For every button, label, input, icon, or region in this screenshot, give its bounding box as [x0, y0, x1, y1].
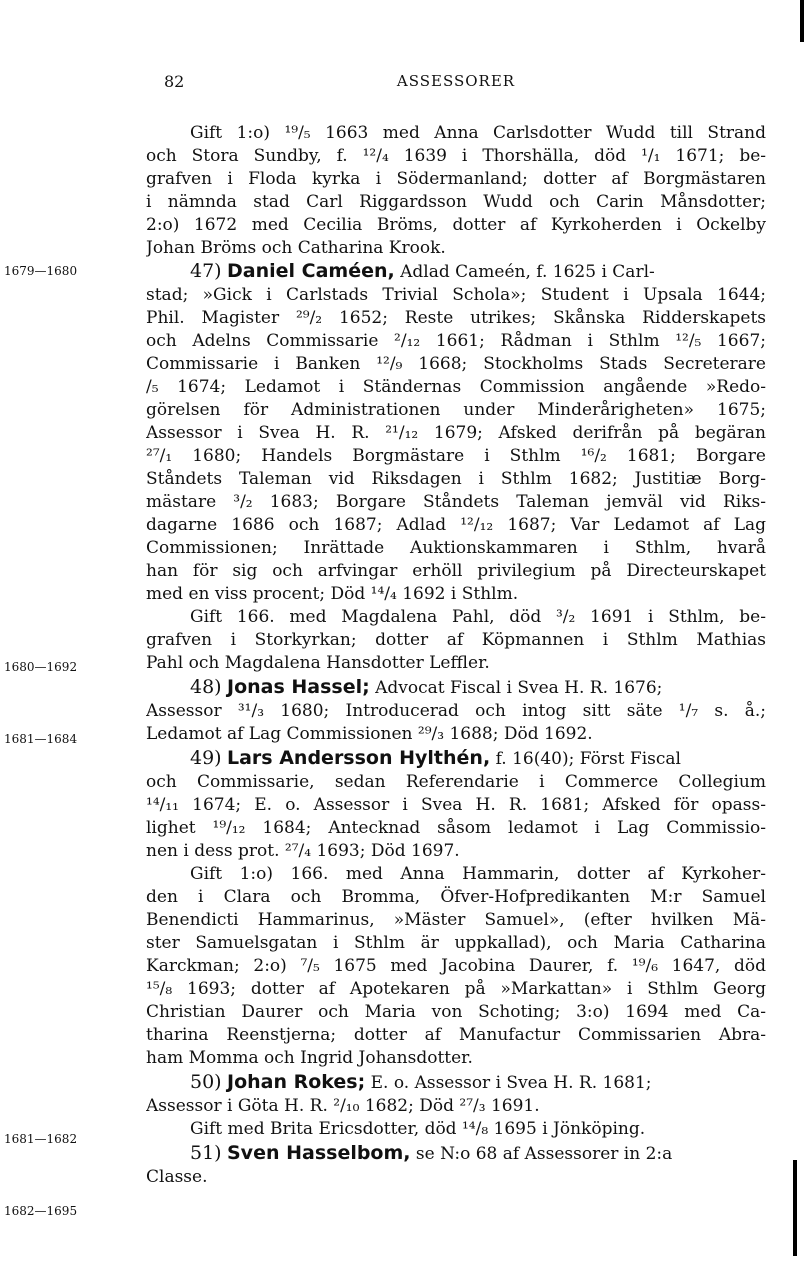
text-line: Commissarie i Banken ¹²/₉ 1668; Stockholms Stads Secreterare	[146, 354, 766, 374]
entry-name: Lars Andersson Hylthén,	[227, 747, 491, 769]
text-line: och Adelns Commissarie ²/₁₂ 1661; Rådman i Sthlm ¹²/₅ 1667;	[146, 331, 766, 351]
entry-number: 48)	[190, 676, 222, 698]
text-line: mästare ³/₂ 1683; Borgare Ståndets Taleman jemväl vid Riks-	[146, 492, 766, 512]
text-line: ster Samuelsgatan i Sthlm är uppkallad), och Maria Catharina	[146, 933, 766, 953]
text-line: nen i dess prot. ²⁷/₄ 1693; Död 1697.	[146, 841, 460, 861]
text-line: Karckman; 2:o) ⁷/₅ 1675 med Jacobina Daurer, f. ¹⁹/₆ 1647, död	[146, 956, 766, 976]
text-line: ²⁷/₁ 1680; Handels Borgmästare i Sthlm ¹⁶/₂ 1681; Borgare	[146, 446, 766, 466]
text-line: Gift 1:o) ¹⁹/₅ 1663 med Anna Carlsdotter Wudd till Strand	[190, 123, 766, 143]
text-line: 2:o) 1672 med Cecilia Bröms, dotter af Kyrkoherden i Ockelby	[146, 215, 766, 235]
text-line: Ståndets Taleman vid Riksdagen i Sthlm 1682; Justitiæ Borg-	[146, 469, 766, 489]
entry-50-heading	[190, 1071, 766, 1095]
entry-name: Johan Rokes;	[227, 1071, 366, 1093]
margin-years-50: 1681—1682	[4, 1132, 78, 1146]
entry-name: Jonas Hassel;	[227, 676, 370, 698]
text-line: Assessor i Göta H. R. ²/₁₀ 1682; Död ²⁷/₃ 1691.	[146, 1096, 540, 1116]
scan-edge-mark	[800, 0, 804, 42]
entry-text: f. 16(40); Först Fiscal	[495, 749, 681, 769]
text-line: Gift 1:o) 166. med Anna Hammarin, dotter af Kyrkoher-	[190, 864, 766, 884]
entry-name: Sven Hasselbom,	[227, 1142, 411, 1164]
page-header	[146, 72, 766, 96]
text-line: Classe.	[146, 1167, 208, 1187]
entry-49-heading	[190, 747, 766, 771]
entry-47-heading	[190, 260, 766, 284]
text-line: dagarne 1686 och 1687; Adlad ¹²/₁₂ 1687; Var Ledamot af Lag	[146, 515, 766, 535]
text-line: han för sig och arfvingar erhöll privilegium på Directeurskapet	[146, 561, 766, 581]
text-line: Phil. Magister ²⁹/₂ 1652; Reste utrikes; Skånska Ridderskapets	[146, 308, 766, 328]
text-line: med en viss procent; Död ¹⁴/₄ 1692 i Sthlm.	[146, 584, 519, 604]
entry-text: se N:o 68 af Assessorer in 2:a	[415, 1144, 673, 1164]
margin-years-49: 1681—1684	[4, 732, 78, 746]
text-line: Gift 166. med Magdalena Pahl, död ³/₂ 1691 i Sthlm, be-	[190, 607, 766, 627]
running-title: ASSESSORER	[396, 72, 516, 90]
scan-edge-mark	[793, 1160, 797, 1256]
entry-number: 50)	[190, 1071, 222, 1093]
text-line: Ledamot af Lag Commissionen ²⁹/₃ 1688; Död 1692.	[146, 724, 593, 744]
text-line: tharina Reenstjerna; dotter af Manufactur Commissarien Abra-	[146, 1025, 766, 1045]
text-line: görelsen för Administrationen under Minderårigheten» 1675;	[146, 400, 766, 420]
margin-years-51: 1682—1695	[4, 1204, 78, 1218]
text-line: lighet ¹⁹/₁₂ 1684; Antecknad såsom ledamot i Lag Commissio-	[146, 818, 766, 838]
entry-text: Advocat Fiscal i Svea H. R. 1676;	[375, 678, 663, 698]
text-line: Johan Bröms och Catharina Krook.	[146, 238, 446, 258]
entry-name: Daniel Caméen,	[227, 260, 395, 282]
text-line: och Commissarie, sedan Referendarie i Commerce Collegium	[146, 772, 766, 792]
text-line: grafven i Floda kyrka i Södermanland; dotter af Borgmästaren	[146, 169, 766, 189]
text-line: ¹⁴/₁₁ 1674; E. o. Assessor i Svea H. R. 1681; Afsked för opass-	[146, 795, 766, 815]
text-line: Commissionen; Inrättade Auktionskammaren i Sthlm, hvarå	[146, 538, 766, 558]
entry-48-heading	[190, 676, 766, 700]
entry-text: Adlad Cameén, f. 1625 i Carl-	[400, 262, 655, 282]
text-line: Christian Daurer och Maria von Schoting; 3:o) 1694 med Ca-	[146, 1002, 766, 1022]
text-line: ¹⁵/₈ 1693; dotter af Apotekaren på »Markattan» i Sthlm Georg	[146, 979, 766, 999]
text-line: den i Clara och Bromma, Öfver-Hofpredikanten M:r Samuel	[146, 887, 766, 907]
margin-years-48: 1680—1692	[4, 660, 78, 674]
entry-number: 51)	[190, 1142, 222, 1164]
entry-number: 47)	[190, 260, 222, 282]
page-number: 82	[164, 72, 185, 91]
text-line: och Stora Sundby, f. ¹²/₄ 1639 i Thorshälla, död ¹/₁ 1671; be-	[146, 146, 766, 166]
text-line: stad; »Gick i Carlstads Trivial Schola»; Student i Upsala 1644;	[146, 285, 766, 305]
margin-years-47: 1679—1680	[4, 264, 78, 278]
entry-text: E. o. Assessor i Svea H. R. 1681;	[370, 1073, 652, 1093]
text-line: Benendicti Hammarinus, »Mäster Samuel», (efter hvilken Mä-	[146, 910, 766, 930]
text-line: ham Momma och Ingrid Johansdotter.	[146, 1048, 473, 1068]
text-line: Gift med Brita Ericsdotter, död ¹⁴/₈ 1695 i Jönköping.	[190, 1119, 646, 1139]
text-line: Assessor ³¹/₃ 1680; Introducerad och intog sitt säte ¹/₇ s. å.;	[146, 701, 766, 721]
text-line: Assessor i Svea H. R. ²¹/₁₂ 1679; Afsked derifrån på begäran	[146, 423, 766, 443]
text-line: /₅ 1674; Ledamot i Ständernas Commission angående »Redo-	[146, 377, 766, 397]
entry-51-heading	[190, 1142, 766, 1166]
text-line: grafven i Storkyrkan; dotter af Köpmannen i Sthlm Mathias	[146, 630, 766, 650]
entry-number: 49)	[190, 747, 222, 769]
text-line: i nämnda stad Carl Riggardsson Wudd och Carin Månsdotter;	[146, 192, 766, 212]
text-line: Pahl och Magdalena Hansdotter Leffler.	[146, 653, 490, 673]
